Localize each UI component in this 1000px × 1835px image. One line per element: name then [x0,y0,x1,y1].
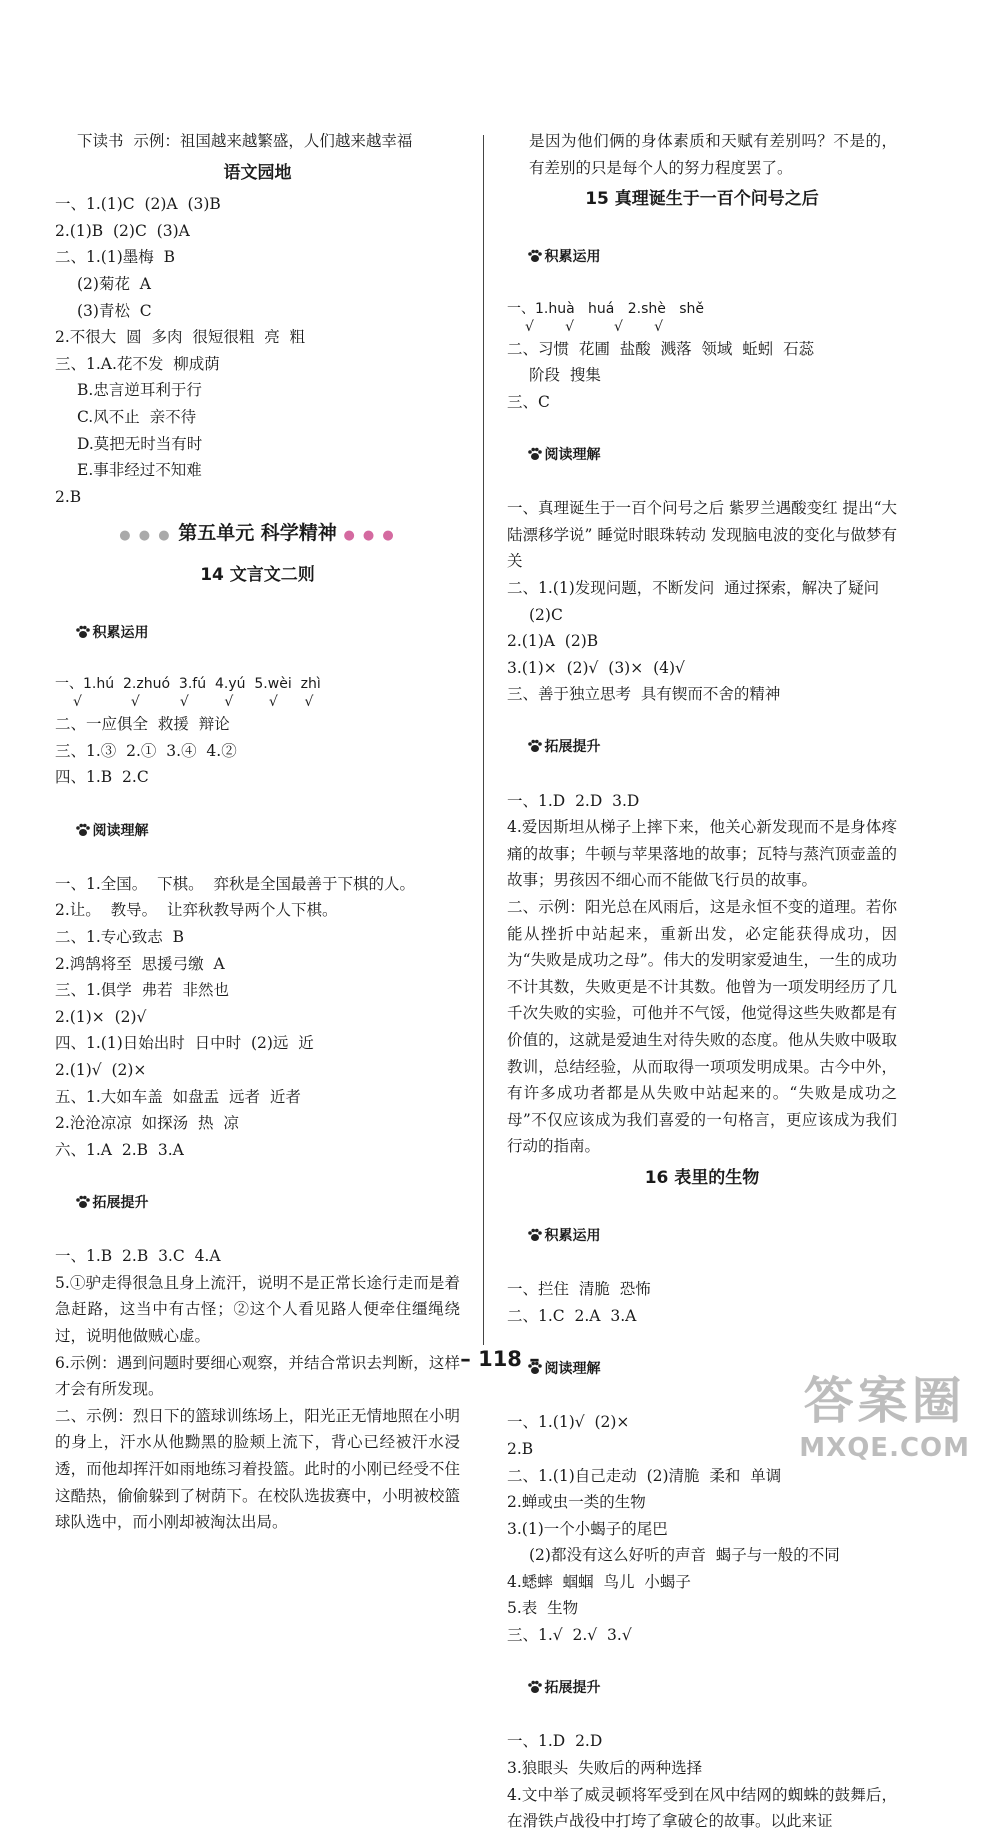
unit-title [55,520,460,550]
watermark-logo [799,1361,970,1463]
badge-label: 积累运用 [544,249,601,266]
section-badge [507,415,897,495]
answer-paragraph: 6.示例：遇到问题时要细心观察，并结合常识去判断，这样才会有所发现。 [55,1353,460,1399]
answer-line: 2.(1)B (2)C (3)A [55,221,190,240]
answer-line: 阶段 搜集 [529,366,601,385]
answer-line: 2.沧沧凉凉 如探汤 热 凉 [55,1114,239,1133]
check-marks: √ √ √ √ [525,318,664,335]
answer-line: 2.不很大 圆 多肉 很短很粗 亮 粗 [55,328,306,347]
decorative-dots: ● ● ● [343,528,396,544]
paw-icon [75,625,91,639]
answer-line: 三、1.③ 2.① 3.④ 4.② [55,741,237,760]
answer-line: 三、1.A.花不发 柳成荫 [55,354,220,373]
answer-line: 六、1.A 2.B 3.A [55,1140,184,1159]
answer-paragraph: 是因为他们俩的身体素质和天赋有差别吗？不是的，有差别的只是每个人的努力程度罢了。 [529,132,897,177]
answer-line: 二、1.专心致志 B [55,928,185,947]
badge-label: 阅读理解 [92,822,149,839]
answer-line: 二、1.C 2.A 3.A [507,1306,637,1325]
badge-label: 积累运用 [544,1228,601,1245]
answer-line: (3)青松 C [77,301,152,320]
answer-line: 一、拦住 清脆 恐怖 [507,1280,651,1299]
answer-line: 一、1.(1)√ (2)× [507,1413,630,1432]
column-divider [483,135,484,1345]
paw-icon [527,1680,543,1694]
answer-line: 2.B [507,1439,534,1458]
answer-line: 三、善于独立思考 具有锲而不舍的精神 [507,685,781,704]
answer-line: 2.鸿鹄将至 思援弓缴 A [55,954,225,973]
check-marks: √ √ √ √ √ √ [73,694,314,711]
section-badge [55,594,460,674]
watermark-logo-text: 答案圈 [803,1372,966,1430]
watermark-url: MXQE.COM [799,1433,970,1463]
answer-paragraph: 4.文中举了威灵顿将军受到在风中结网的蜘蛛的鼓舞后，在滑铁卢战役中打垮了拿破仑的故事。以此来证 [507,1785,897,1831]
answer-line: 四、1.B 2.C [55,768,149,787]
answer-line: 2.(1)√ (2)× [55,1061,147,1079]
answer-line: (2)都没有这么好听的声音 蝎子与一般的不同 [529,1546,840,1565]
right-column [507,128,897,1835]
answer-line: 二、一应俱全 救援 辩论 [55,715,230,734]
paw-icon [527,1228,543,1242]
answer-line: 2.(1)× (2)√ [55,1007,147,1026]
answer-line: 三、1.俱学 弗若 非然也 [55,981,229,1000]
paw-icon [527,447,543,461]
answer-paragraph: 5.①驴走得很急且身上流汗，说明不是正常长途行走而是着急赶路，这当中有古怪；②这个人看见路人便牵住缰绳绕过，说明他做贼心虚。 [55,1273,460,1345]
badge-label: 阅读理解 [544,1361,601,1378]
badge-label: 拓展提升 [544,739,601,756]
unit-title-text: 第五单元 科学精神 [178,522,337,545]
answer-line: 2.蝉或虫一类的生物 [507,1493,646,1512]
section-badge [507,1197,897,1277]
answer-line: 二、1.(1)发现问题，不断发问 通过探索，解决了疑问 [507,578,880,597]
answer-line: B.忠言逆耳利于行 [77,381,202,400]
answer-line: E.事非经过不知难 [77,461,202,480]
page-number: – 118 – [460,1347,540,1371]
badge-label: 积累运用 [92,625,149,642]
paw-icon [527,739,543,753]
answer-line: (2)菊花 A [77,274,152,293]
answer-line: D.莫把无时当有时 [77,434,203,453]
lesson-title: 15 真理诞生于一百个问号之后 [585,189,819,210]
badge-label: 拓展提升 [544,1680,601,1697]
answer-line: 3.狼眼头 失败后的两种选择 [507,1759,703,1778]
answer-line: 4.蟋蟀 蝈蝈 鸟儿 小蝎子 [507,1572,691,1591]
pinyin-row [55,673,460,711]
paw-icon [75,823,91,837]
paw-icon [527,249,543,263]
pinyin-row [507,298,897,336]
answer-line: 2.让。 教导。 让弈秋教导两个人下棋。 [55,901,338,920]
answer-line: 三、1.√ 2.√ 3.√ [507,1626,632,1645]
badge-label: 拓展提升 [92,1194,149,1211]
answer-line: 三、C [507,392,550,411]
decorative-dots: ● ● ● [119,528,172,544]
answer-line: 五、1.大如车盖 如盘盂 远者 近者 [55,1087,301,1106]
pinyin-answers: 一、1.hú 2.zhuó 3.fú 4.yú 5.wèi zhì [55,676,321,693]
section-badge [507,708,897,788]
answer-paragraph: 一、真理诞生于一百个问号之后 紫罗兰遇酸变红 提出“大陆漂移学说” 睡觉时眼珠转动 发现脑电波的变化与做梦有关 [507,499,897,571]
paw-icon [75,1195,91,1209]
answer-line: 二、1.(1)自己走动 (2)清脆 柔和 单调 [507,1466,782,1485]
answer-paragraph: 二、示例：阳光总在风雨后，这是永恒不变的道理。若你能从挫折中站起来，重新出发，必定能获得成功，因为“失败是成功之母”。伟大的发明家爱迪生，一生的成功不计其数，失败更是不计其数。他曾为一项发明经历了几千次失败的实验，可他并不气馁，他觉得这些失败都是有价值的，这就是爱迪生对待失败的态度。他从失败中吸取教训，总结经验，从而取得一项项发明成果。古今中外，有许多成功者都是从失败中站起来的。“失败是成功之母”不仅应该成为我们喜爱的一句格言，更应该成为我们行动的指南。 [507,898,897,1156]
answer-line: 下读书 示例：祖国越来越繁盛，人们越来越幸福 [77,132,413,150]
section-title: 语文园地 [223,162,292,183]
answer-line: 5.表 生物 [507,1599,579,1618]
lesson-title: 14 文言文二则 [200,564,315,585]
answer-paragraph: 二、示例：烈日下的篮球训练场上，阳光正无情地照在小明的身上，汗水从他黝黑的脸颊上流下，背心已经被汗水浸透，而他却挥汗如雨地练习着投篮。此时的小刚已经受不住这酷热，偷偷躲到了树荫下。在校队选拔赛中，小明被校篮球队选中，而小刚却被淘汰出局。 [55,1406,460,1532]
answer-line: 一、1.D 2.D [507,1732,603,1751]
badge-label: 阅读理解 [544,446,601,463]
answer-paragraph: 4.爱因斯坦从梯子上摔下来，他关心新发现而不是身体疼痛的故事；牛顿与苹果落地的故事；瓦特与蒸汽顶壶盖的故事；男孩因不细心而不能做飞行员的故事。 [507,818,897,890]
pinyin-answers: 一、1.huà huá 2.shè shě [507,300,704,317]
answer-line: 3.(1)× (2)√ (3)× (4)√ [507,658,685,677]
section-badge [55,791,460,871]
answer-line: 一、1.(1)C (2)A (3)B [55,195,221,214]
answer-line: C.风不止 亲不待 [77,407,197,426]
section-badge [507,1649,897,1729]
answer-line: 3.(1)一个小蝎子的尾巴 [507,1519,668,1538]
answer-line: (2)C [529,605,563,624]
answer-line: 2.(1)A (2)B [507,632,599,651]
left-column [55,128,460,1536]
section-badge [55,1163,460,1243]
answer-line: 一、1.D 2.D 3.D [507,791,640,810]
answer-line: 一、1.B 2.B 3.C 4.A [55,1247,221,1266]
answer-line: 二、1.(1)墨梅 B [55,248,175,267]
answer-line: 一、1.全国。 下棋。 弈秋是全国最善于下棋的人。 [55,874,415,893]
answer-line: 二、习惯 花圃 盐酸 溅落 领域 蚯蚓 石蕊 [507,339,815,358]
answer-line: 四、1.(1)日始出时 日中时 (2)远 近 [55,1034,314,1053]
lesson-title: 16 表里的生物 [644,1167,760,1188]
section-badge [507,218,897,298]
answer-line: 2.B [55,487,82,506]
